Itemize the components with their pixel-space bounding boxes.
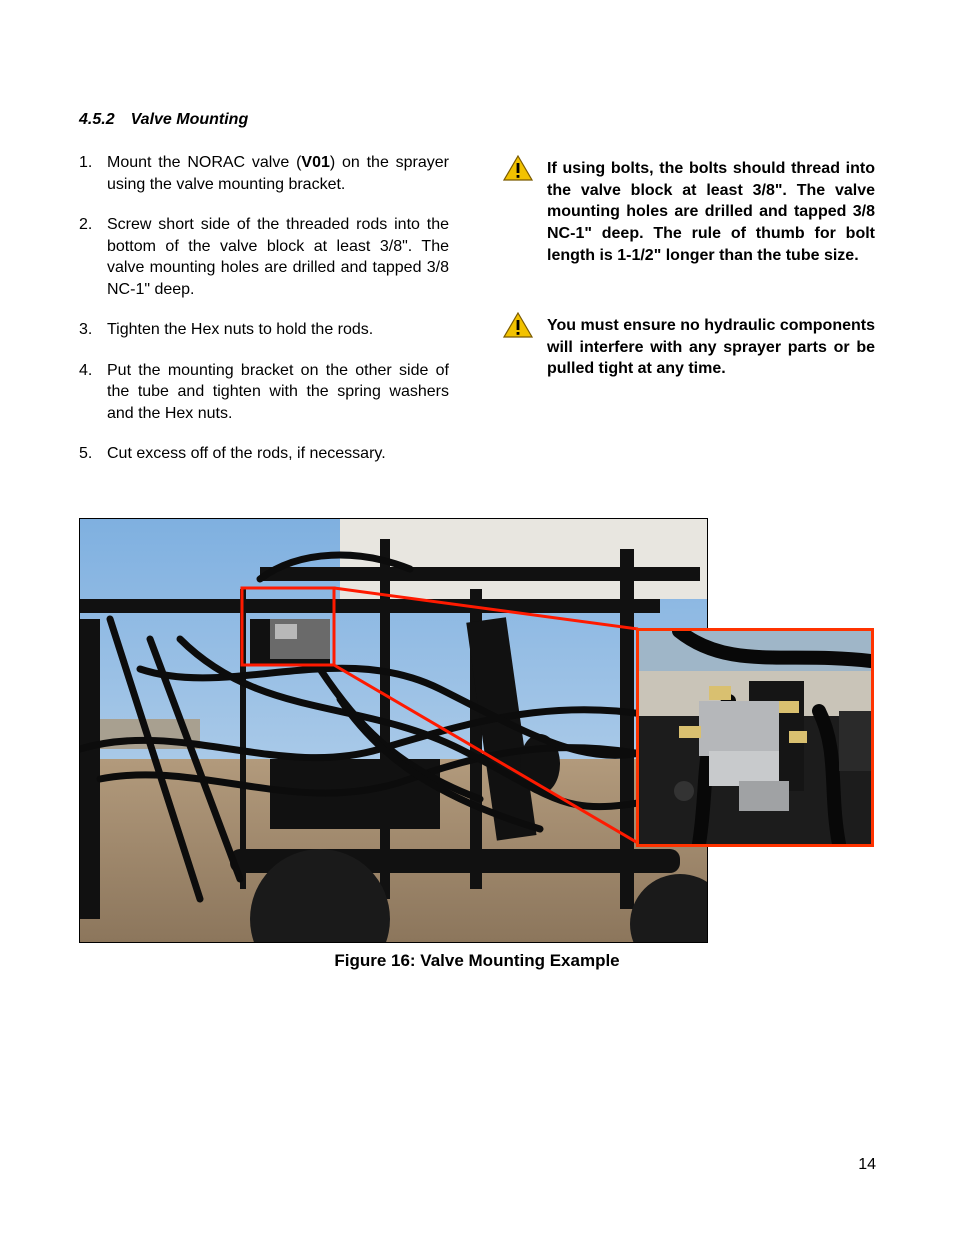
warning-note-bolts (503, 158, 875, 267)
step-number: 2. (79, 216, 93, 233)
instruction-list (79, 152, 449, 484)
step-text: Put the mounting bracket on the other side of the tube and tighten with the spring washers and the Hex nuts. (107, 361, 449, 422)
step-number: 4. (79, 361, 93, 379)
warning-text: You must ensure no hydraulic components will interfere with any sprayer parts or be pulled tight at any time. (547, 317, 875, 378)
valve-closeup-photo (636, 628, 874, 847)
section-heading (79, 111, 248, 129)
warning-icon (503, 155, 533, 181)
figure-caption: Figure 16: Valve Mounting Example (334, 951, 620, 970)
step-number: 5. (79, 445, 93, 462)
warning-icon (503, 312, 533, 338)
section-title: Valve Mounting (130, 111, 249, 128)
step-number: 3. (79, 321, 93, 338)
list-item (79, 214, 449, 300)
valve-id: V01 (301, 154, 330, 171)
page-number: 14 (858, 1156, 876, 1173)
list-item (79, 360, 449, 425)
list-item (79, 443, 449, 465)
list-item (79, 319, 449, 341)
warning-text: If using bolts, the bolts should thread into the valve block at least 3/8". The valve mounting holes are drilled and tapped 3/8 NC-1" deep. The rule of thumb for bolt length is 1-1/2" longer than the tube size. (547, 160, 875, 264)
step-number: 1. (79, 154, 93, 171)
sprayer-photo (79, 518, 708, 943)
list-item (79, 152, 449, 195)
step-text-post: ) on the sprayer using the valve mounting bracket. (107, 154, 449, 193)
step-text: Screw short side of the threaded rods into the bottom of the valve block at least 3/8". The valve mounting holes are drilled and tapped 3/8 NC-1" deep. (107, 216, 449, 298)
step-text: Cut excess off of the rods, if necessary. (107, 445, 386, 462)
warning-note-hydraulic (503, 315, 875, 380)
section-number: 4.5.2 (79, 111, 115, 128)
step-text-pre: Mount the NORAC valve ( (107, 154, 302, 171)
step-text: Tighten the Hex nuts to hold the rods. (107, 321, 374, 338)
